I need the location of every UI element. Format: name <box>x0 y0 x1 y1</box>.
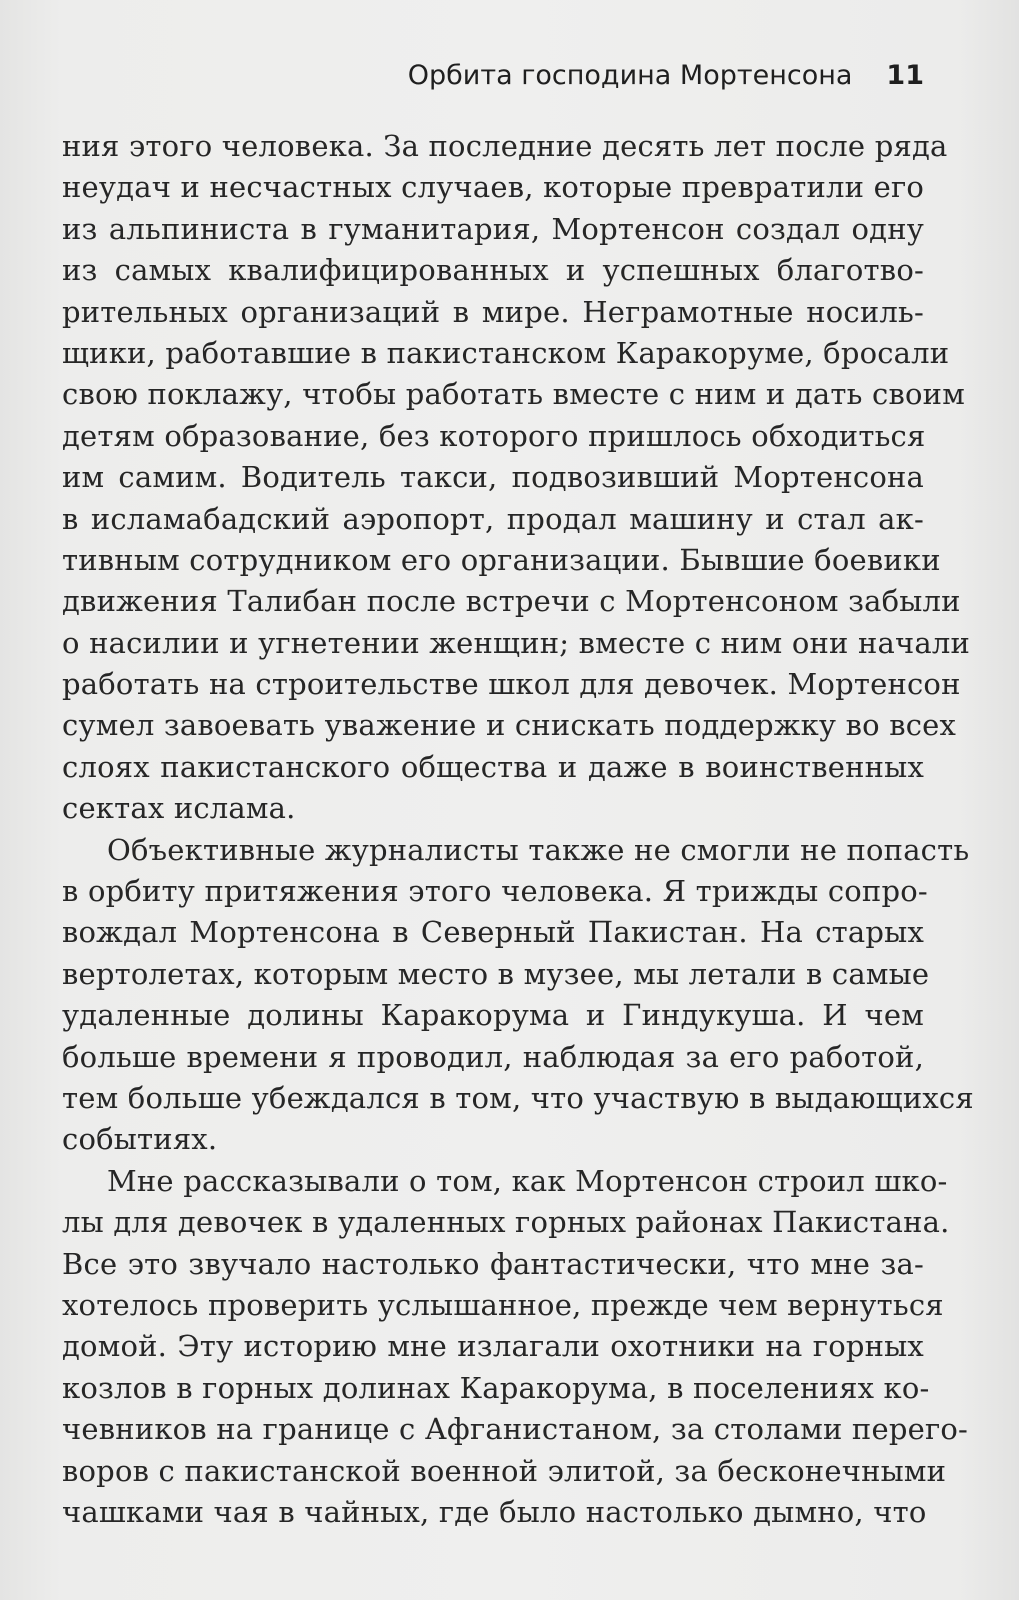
text-line: рительных организаций в мире. Неграмотные носиль- <box>62 294 924 329</box>
text-line: о насилии и угнетении женщин; вместе с ним они начали <box>62 625 971 660</box>
text-line: из альпиниста в гуманитария, Мортенсон создал одну <box>62 211 924 246</box>
text-line: в исламабадский аэропорт, продал машину и стал ак- <box>62 501 924 536</box>
text-line: больше времени я проводил, наблюдая за его работой, <box>62 1039 924 1074</box>
text-line: ния этого человека. За последние десять лет после ряда <box>62 129 948 163</box>
text-line: козлов в горных долинах Каракорума, в поселениях ко- <box>62 1370 930 1405</box>
text-line: щики, работавшие в пакистанском Каракоруме, бросали <box>62 335 950 370</box>
text-line: движения Талибан после встречи с Мортенсоном забыли <box>62 584 961 619</box>
text-line: лы для девочек в удаленных горных районах Пакистана. <box>62 1205 950 1240</box>
text-line: Объективные журналисты также не смогли не попасть <box>107 832 970 867</box>
text-line: удаленные долины Каракорума и Гиндукуша. И чем <box>62 998 924 1033</box>
text-line: хотелось проверить услышанное, прежде чем вернуться <box>62 1287 944 1322</box>
text-line: в орбиту притяжения этого человека. Я трижды сопро- <box>62 874 928 909</box>
text-line: Все это звучало настолько фантастически, что мне за- <box>62 1246 924 1281</box>
text-line: тивным сотрудником его организации. Бывшие боевики <box>62 542 941 577</box>
text-line: Мне рассказывали о том, как Мортенсон строил шко- <box>107 1163 948 1198</box>
text-line: работать на строительстве школ для девочек. Мортенсон <box>62 667 961 702</box>
page-number: 11 <box>886 59 924 91</box>
text-line: им самим. Водитель такси, подвозивший Мортенсона <box>62 460 924 495</box>
text-line: вертолетах, которым место в музее, мы летали в самые <box>62 956 930 991</box>
text-line: из самых квалифицированных и успешных благотво- <box>62 253 924 288</box>
text-line: детям образование, без которого пришлось обходиться <box>62 418 926 453</box>
text-line: чевников на границе с Афганистаном, за столами перего- <box>62 1412 968 1447</box>
text-line: слоях пакистанского общества и даже в воинственных <box>62 749 924 784</box>
running-title: Орбита господина Мортенсона <box>407 59 853 91</box>
text-line: неудач и несчастных случаев, которые превратили его <box>62 170 924 205</box>
text-line: вождал Мортенсона в Северный Пакистан. На старых <box>62 915 924 950</box>
text-line: воров с пакистанской военной элитой, за бесконечными <box>62 1453 947 1488</box>
text-line: сумел завоевать уважение и снискать поддержку во всех <box>62 708 957 743</box>
text-line: тем больше убеждался в том, что участвую в выдающихся <box>62 1080 974 1115</box>
text-line: свою поклажу, чтобы работать вместе с ним и дать своим <box>62 377 965 412</box>
text-line: чашками чая в чайных, где было настолько дымно, что <box>62 1494 927 1529</box>
text-line: домой. Эту историю мне излагали охотники на горных <box>62 1329 924 1364</box>
running-head <box>62 52 924 98</box>
body-text <box>62 126 974 1533</box>
text-line: событиях. <box>62 1122 218 1157</box>
text-line: сектах ислама. <box>62 791 296 826</box>
